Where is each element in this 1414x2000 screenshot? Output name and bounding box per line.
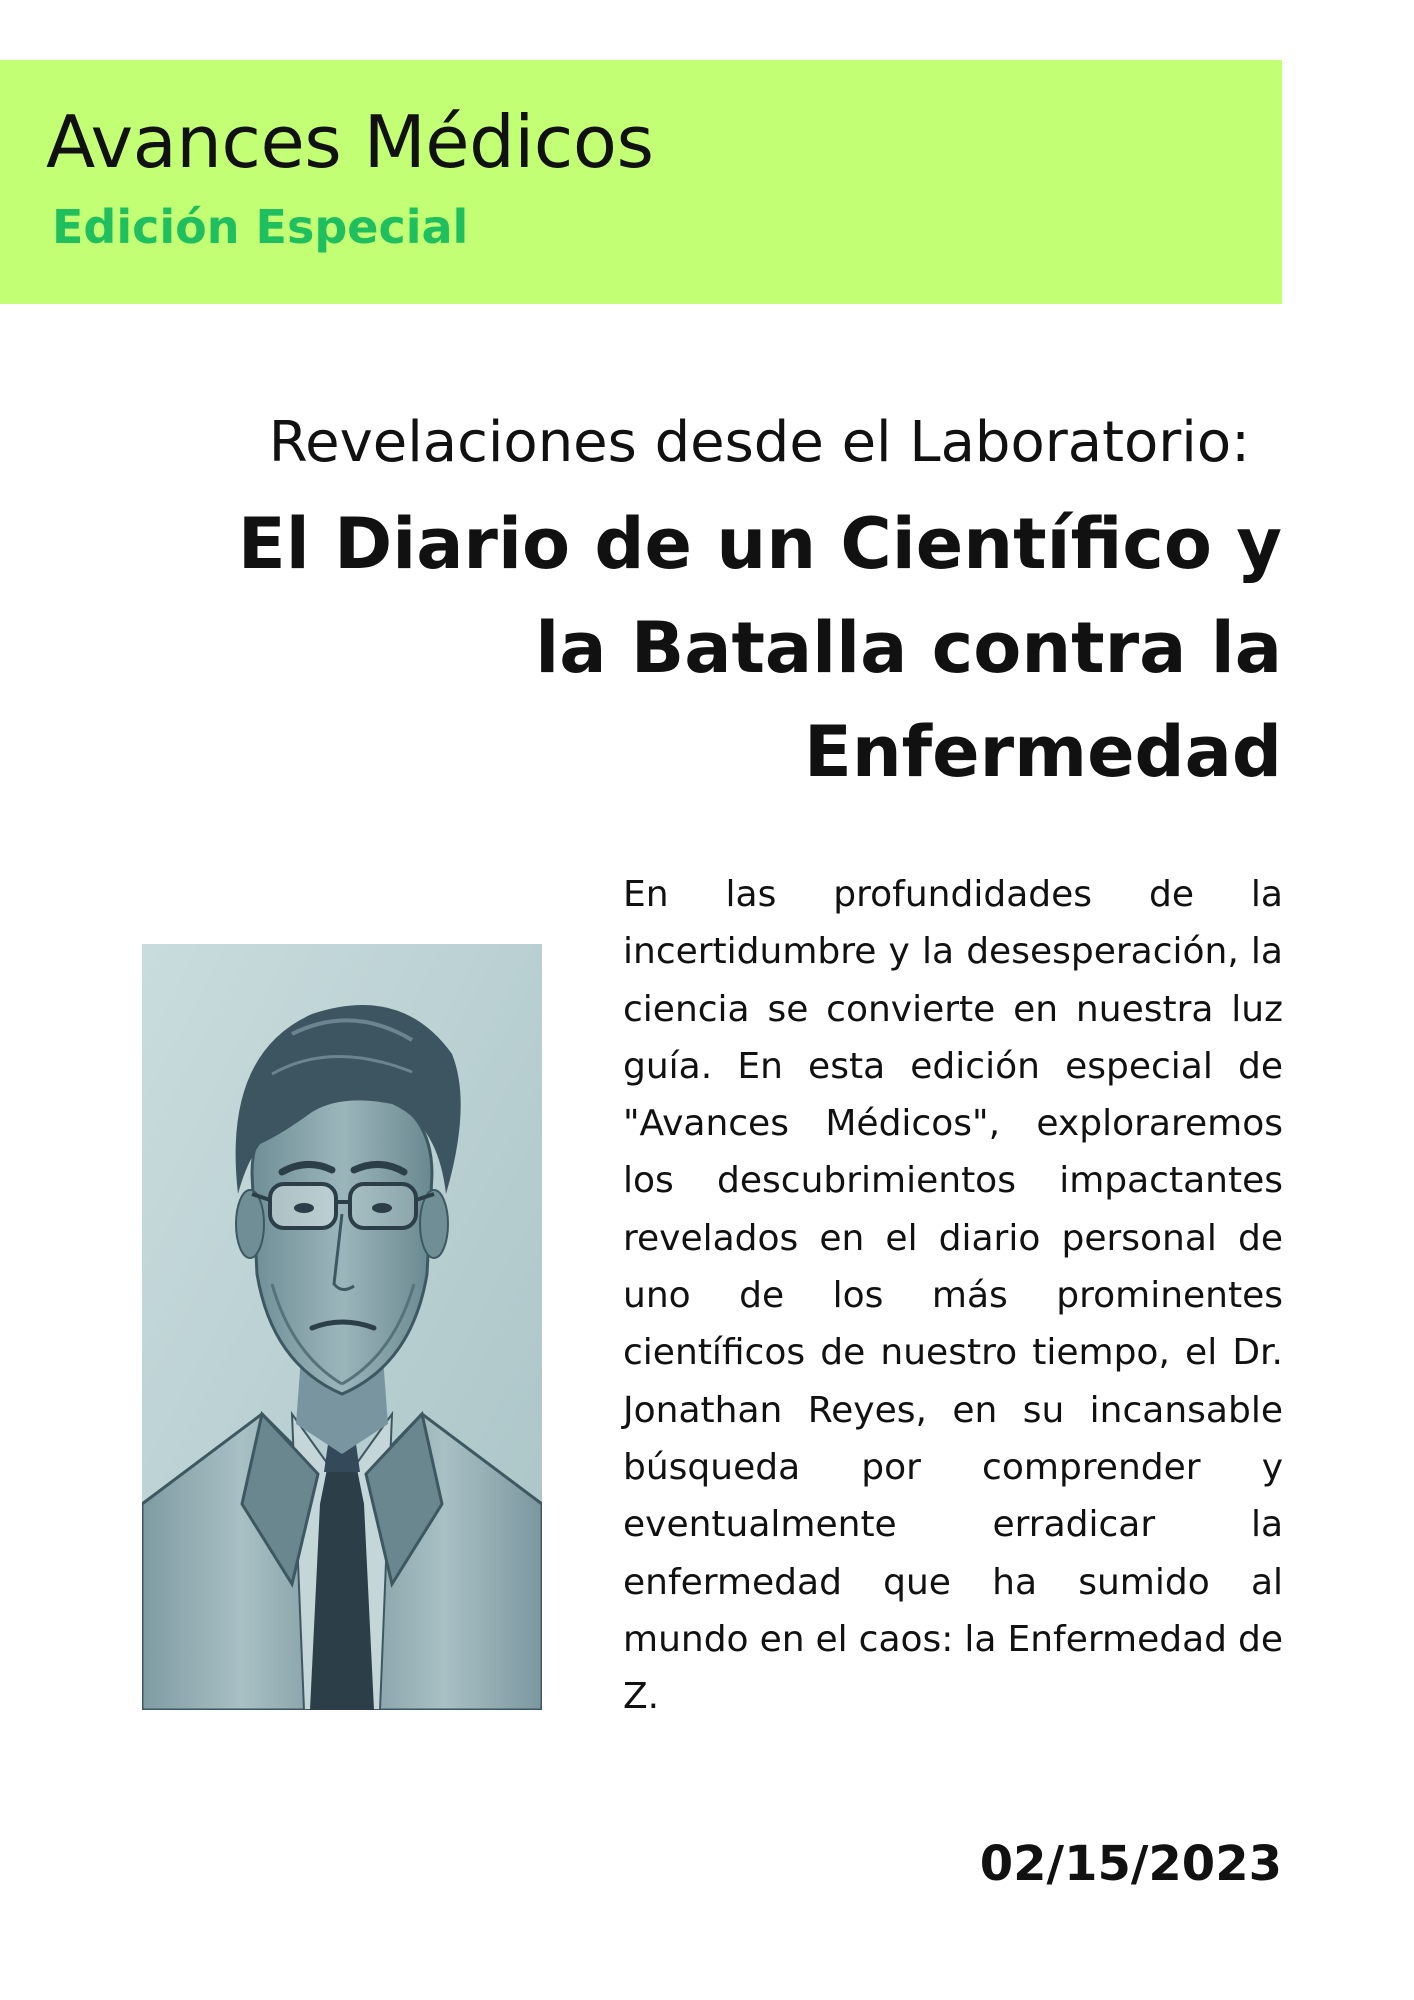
publication-title: Avances Médicos xyxy=(46,100,654,184)
scientist-portrait-icon xyxy=(142,944,542,1710)
article-headline xyxy=(182,492,1282,804)
article-kicker: Revelaciones desde el Laboratorio: xyxy=(268,410,1250,475)
publication-date: 02/15/2023 xyxy=(979,1836,1282,1892)
headline-line: El Diario de un Científico y xyxy=(237,503,1282,585)
headline-line: la Batalla contra la xyxy=(535,607,1282,689)
edition-label: Edición Especial xyxy=(52,200,469,254)
masthead-banner xyxy=(0,60,1282,304)
article-body: En las profundidades de la incertidumbre y la desesperación, la ciencia se convierte en nuestra luz guía. En esta edición especial de "Avances Médicos", exploraremos los descubrimientos impactantes revelados en el diario personal de uno de los más prominentes científicos de nuestro tiempo, el Dr. Jonathan Reyes, en su incansable búsqueda por comprender y eventualmente erradicar la enfermedad que ha sumido al mundo en el caos: la Enfermedad de Z. xyxy=(623,874,1283,1718)
scientist-portrait xyxy=(142,944,542,1710)
headline-line: Enfermedad xyxy=(804,711,1282,793)
